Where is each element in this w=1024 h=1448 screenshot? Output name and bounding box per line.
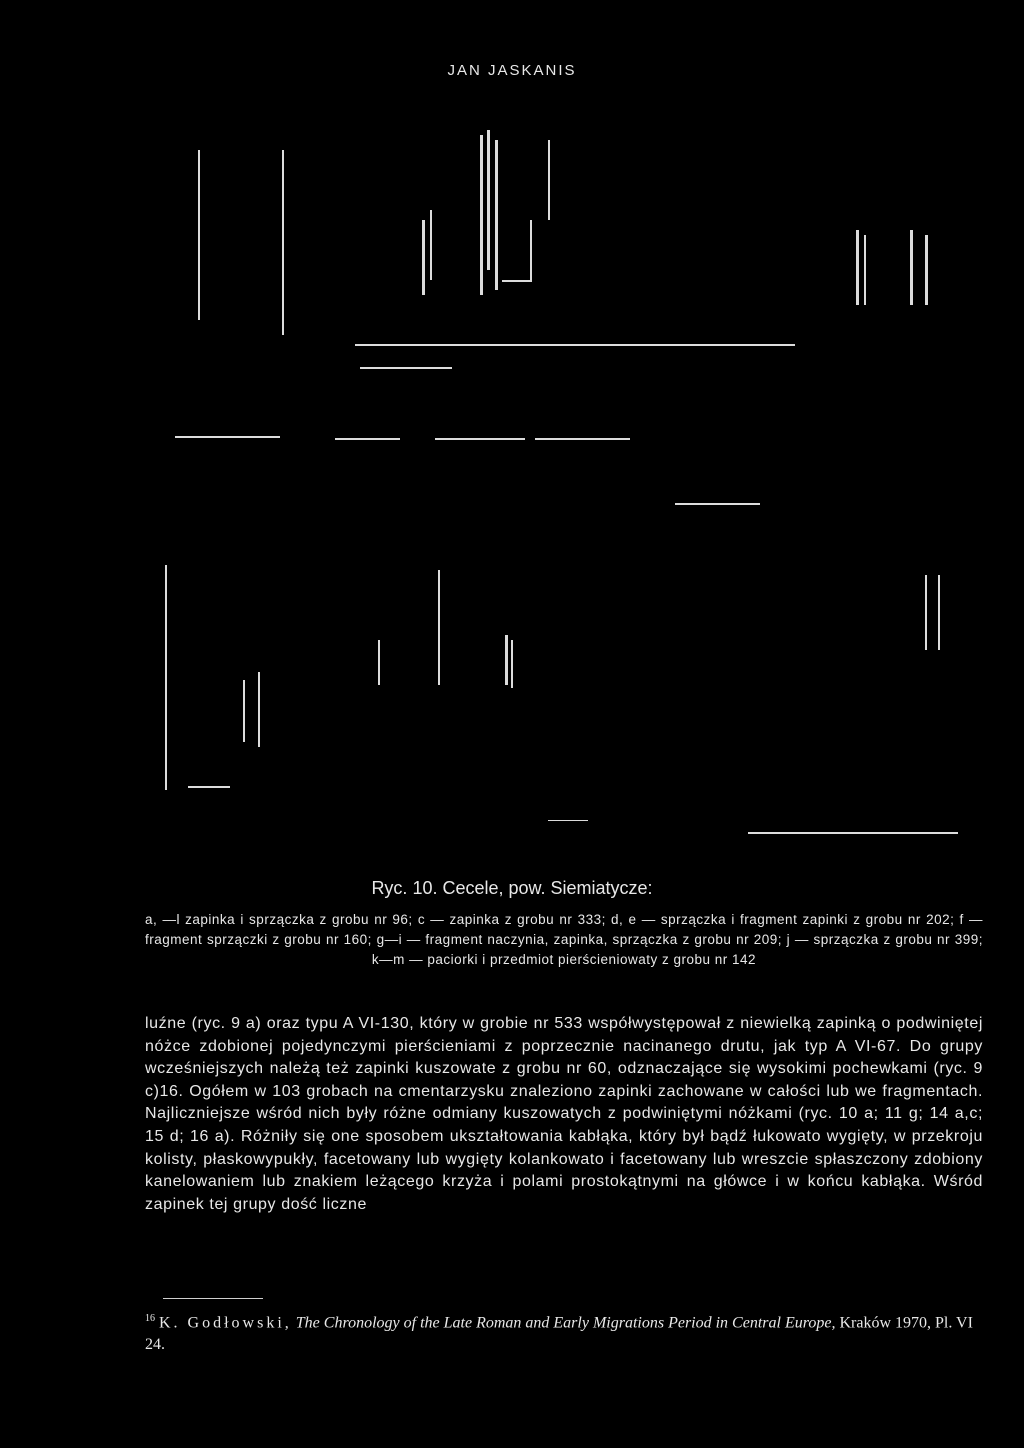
figure-stroke (505, 635, 508, 685)
figure-stroke (480, 135, 483, 295)
body-paragraph: luźne (ryc. 9 a) oraz typu A VI-130, który w grobie nr 533 współwystępował z niewielką zapinką o podwiniętej nóżce zdobionej pojedynczymi pierścieniami z poprzecznie nacinanego drutu, jak typ A VI-67. Do grupy wcześniejszych należą też zapinki kuszowate z grobu nr 60, odznaczające się wysokimi pochewkami (ryc. 9 c)16. Ogółem w 103 grobach na cmentarzysku znaleziono zapinki zachowane w całości lub we fragmentach. Najliczniejsze wśród nich były różne odmiany kuszowatych z podwiniętymi nóżkami (ryc. 10 a; 11 g; 14 a,c; 15 d; 16 a). Różniły się one sposobem ukształtowania kabłąka, który był bądź łukowato wygięty, w przekroju kolisty, płaskowypukły, facetowany lub wygięty kolankowato i facetowany lub wreszcie spłaszczony zdobiony kanelowaniem lub znakiem leżącego krzyża i polami prostokątnymi na główce i w końcu kabłąka. Wśród zapinek tej grupy dość liczne (145, 1015, 983, 1213)
figure-stroke (422, 220, 425, 295)
footnote-title: The Chronology of the Late Roman and Early Migrations Period in Central Europe, (295, 1314, 836, 1332)
figure-stroke (258, 672, 260, 747)
figure-stroke (360, 367, 452, 369)
footnote-rest: Kraków 1970, Pl. VI 24. (145, 1314, 973, 1354)
figure-stroke (282, 150, 284, 335)
figure-stroke (378, 640, 380, 685)
figure-stroke (856, 230, 859, 305)
figure-stroke (925, 235, 928, 305)
figure-illustration (150, 120, 970, 850)
figure-stroke (198, 150, 200, 320)
figure-stroke (188, 786, 230, 788)
figure-stroke (530, 220, 532, 282)
figure-stroke (511, 640, 513, 688)
figure-stroke (938, 575, 940, 650)
figure-stroke (748, 832, 958, 834)
running-head: JAN JASKANIS (447, 62, 577, 79)
figure-stroke (548, 140, 550, 220)
figure-stroke (487, 130, 490, 270)
figure-stroke (864, 235, 866, 305)
figure-stroke (435, 438, 525, 440)
footnote-number: 16 (145, 1313, 155, 1324)
figure-stroke (355, 344, 795, 346)
figure-stroke (910, 230, 913, 305)
figure-stroke (925, 575, 927, 650)
figure-stroke (502, 280, 530, 282)
figure-stroke (335, 438, 400, 440)
footnote (145, 1308, 983, 1356)
figure-stroke (175, 436, 280, 438)
figure-caption: a, —l zapinka i sprzączka z grobu nr 96; c — zapinka z grobu nr 333; d, e — sprzączka i fragment zapinki z grobu nr 202; f — fragment sprzączki z grobu nr 160; g—i — fragment naczynia, zapinka, sprzączka z grobu nr 209; j — sprzączka z grobu nr 399; k—m — paciorki i przedmiot pierścieniowaty z grobu nr 142 (145, 912, 983, 967)
figure-stroke (548, 820, 588, 821)
figure-stroke (243, 680, 245, 742)
figure-stroke (535, 438, 630, 440)
figure-stroke (675, 503, 760, 505)
footnote-author: K. Godłowski, (159, 1314, 292, 1332)
figure-stroke (438, 570, 440, 685)
figure-stroke (430, 210, 432, 280)
footnote-divider (163, 1298, 263, 1299)
figure-label: Ryc. 10. Cecele, pow. Siemiatycze: (371, 878, 653, 898)
figure-stroke (165, 565, 167, 790)
figure-stroke (495, 140, 498, 290)
